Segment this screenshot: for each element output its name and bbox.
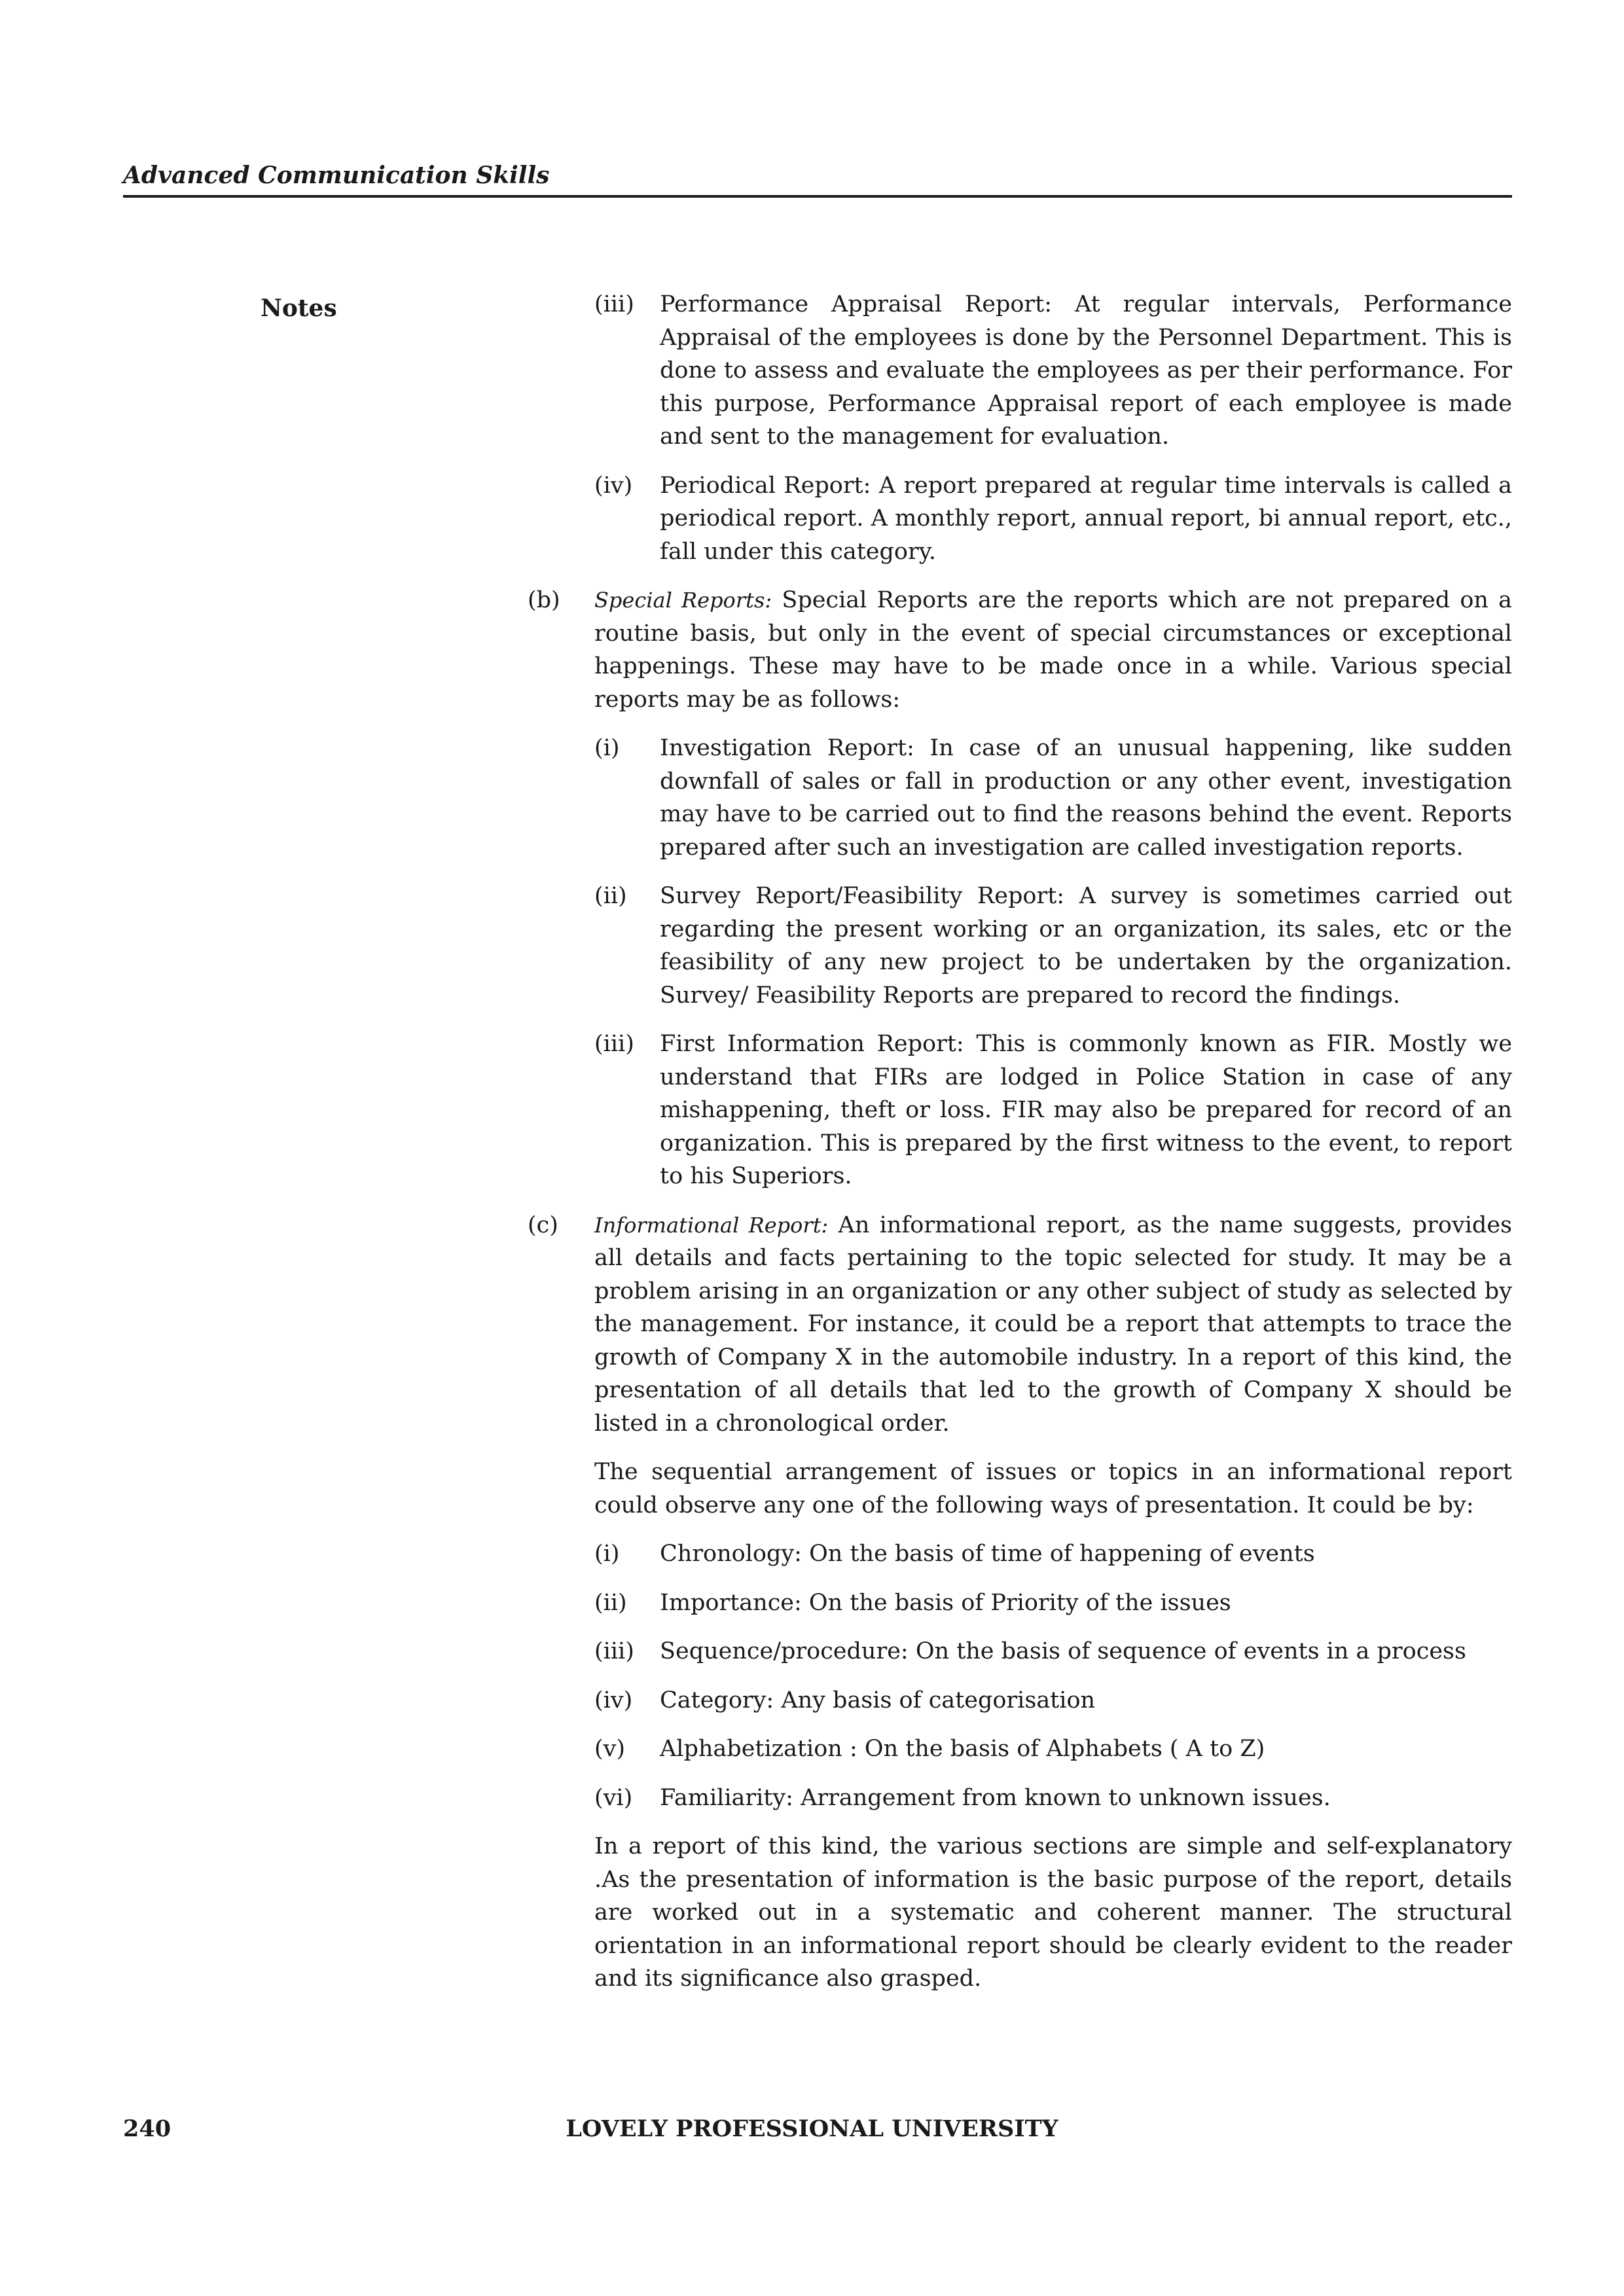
list-item <box>594 1537 1512 1571</box>
item-text: Alphabetization : On the basis of Alphabets ( A to Z) <box>660 1736 1265 1762</box>
list-item <box>594 1732 1512 1766</box>
footer-university: LOVELY PROFESSIONAL UNIVERSITY <box>566 2115 1058 2142</box>
item-text: Survey Report/Feasibility Report: A survey is sometimes carried out regarding the present working or an organization, its sales, etc or the feasibility of any new project to be undertaken by the organization. Survey/ Feasibility Reports are prepared to record the findings. <box>660 883 1512 1009</box>
list-item <box>594 1782 1512 1815</box>
list-item <box>594 1635 1512 1668</box>
item-text: Chronology: On the basis of time of happening of events <box>660 1541 1315 1567</box>
item-text: Importance: On the basis of Priority of the issues <box>660 1589 1231 1616</box>
section-item <box>528 584 1513 716</box>
item-label: (iii) <box>594 1638 634 1664</box>
item-text: An informational report, as the name suggests, provides all details and facts pertaining to the topic selected for study. It may be a problem arising in an organization or any other subject of study as selected by the management. For instance, it could be a report that attempts to trace the growth of Company X in the automobile industry. In a report of this kind, the presentation of all details that led to the growth of Company X should be listed in a chronological order. <box>594 1211 1513 1437</box>
item-label: (v) <box>594 1736 626 1762</box>
item-label: (iv) <box>594 1687 633 1713</box>
item-text: Periodical Report: A report prepared at regular time intervals is called a periodical report. A monthly report, annual report, bi annual report, etc., fall under this category. <box>660 472 1512 565</box>
item-label: (iv) <box>594 472 633 499</box>
item-label: (i) <box>594 735 620 761</box>
item-label: (c) <box>528 1211 558 1238</box>
section-term: Informational Report: <box>594 1212 829 1238</box>
body-paragraph <box>594 1830 1512 1996</box>
item-text: Performance Appraisal Report: At regular intervals, Performance Appraisal of the employees is done by the Personnel Department. This is done to assess and evaluate the employees as per their performance. For this purpose, Performance Appraisal report of each employee is made and sent to the management for evaluation. <box>660 291 1513 450</box>
item-text: Familiarity: Arrangement from known to unknown issues. <box>660 1784 1331 1811</box>
item-label: (ii) <box>594 883 627 909</box>
item-text: Investigation Report: In case of an unusual happening, like sudden downfall of sales or fall in production or any other event, investigation may have to be carried out to find the reasons behind the event. Reports prepared after such an investigation are called investigation reports. <box>660 735 1512 861</box>
section-item <box>528 1209 1513 1441</box>
item-text: Category: Any basis of categorisation <box>660 1687 1096 1713</box>
paragraph-text: The sequential arrangement of issues or topics in an informational report could observe any one of the following ways of presentation. It could be by: <box>594 1459 1512 1518</box>
body-paragraph <box>594 1456 1512 1522</box>
notes-margin-label: Notes <box>261 295 337 322</box>
item-label: (iii) <box>594 1031 634 1057</box>
running-header-title: Advanced Communication Skills <box>123 161 1512 198</box>
list-item <box>594 880 1512 1012</box>
item-text: Sequence/procedure: On the basis of sequence of events in a process <box>660 1638 1466 1664</box>
list-item <box>594 1028 1512 1193</box>
item-label: (iii) <box>594 291 634 317</box>
list-item <box>594 469 1512 569</box>
list-item <box>594 288 1513 454</box>
paragraph-text: In a report of this kind, the various sections are simple and self-explanatory .As the presentation of information is the basic purpose of the report, details are worked out in a systematic and coherent manner. The structural orientation in an informational report should be clearly evident to the reader and its significance also grasped. <box>594 1833 1512 1992</box>
page-number: 240 <box>123 2115 171 2142</box>
item-label: (ii) <box>594 1589 627 1616</box>
item-text: First Information Report: This is commonly known as FIR. Mostly we understand that FIRs are lodged in Police Station in case of any mishappening, theft or loss. FIR may also be prepared for record of an organization. This is prepared by the first witness to the event, to report to his Superiors. <box>660 1031 1512 1189</box>
item-label: (i) <box>594 1541 620 1567</box>
list-item <box>594 1587 1512 1620</box>
body-content <box>0 288 1624 2011</box>
item-label: (b) <box>528 587 560 613</box>
item-text: Special Reports are the reports which are not prepared on a routine basis, but only in the event of special circumstances or exceptional happenings. These may have to be made once in a while. Various special reports may be as follows: <box>594 587 1513 713</box>
list-item <box>594 1684 1512 1717</box>
section-term: Special Reports: <box>594 588 772 613</box>
list-item <box>594 732 1512 864</box>
item-label: (vi) <box>594 1784 633 1811</box>
